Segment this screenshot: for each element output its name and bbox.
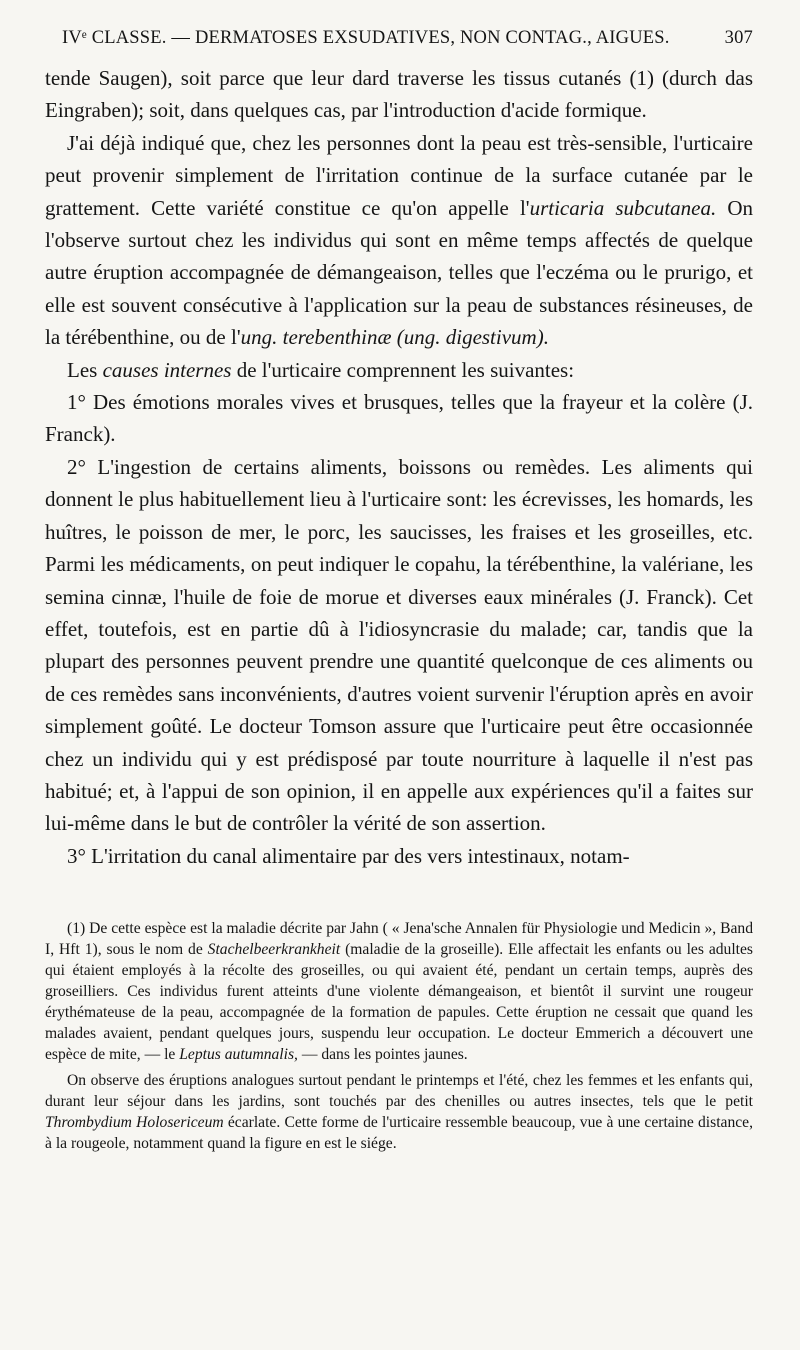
footnotes — [45, 918, 753, 1154]
book-page — [45, 28, 753, 1154]
paragraph-4: 1° Des émotions morales vives et brusques, telles que la frayeur et la colère (J. Franck). — [45, 390, 753, 447]
footnote-1-continued: On observe des éruptions analogues surtout pendant le printemps et l'été, chez les femmes et les enfants qui, durant leur séjour dans les jardins, sont touchés par des chenilles ou autres insectes, tels que le petit Thrombydium Holosericeum écarlate. Cette forme de l'urticaire ressemble beaucoup, vue à une certaine distance, à la rougeole, notamment quand la figure en est le siége. — [45, 1072, 753, 1153]
running-head — [45, 28, 753, 62]
main-text — [45, 62, 753, 872]
paragraph-1: tende Saugen), soit parce que leur dard traverse les tissus cutanés (1) (durch das Eingraben); soit, dans quelques cas, par l'introduction d'acide formique. — [45, 66, 753, 123]
paragraph-5: 2° L'ingestion de certains aliments, boissons ou remèdes. Les aliments qui donnent le plus habituellement lieu à l'urticaire sont: les écrevisses, les homards, les huîtres, le poisson de mer, le porc, les saucisses, les fraises et les groseilles, etc. Parmi les médicaments, on peut indiquer le copahu, la térébenthine, la valériane, les semina cinnæ, l'huile de foie de morue et diverses eaux minérales (J. Franck). Cet effet, toutefois, est en partie dû à l'idiosyncrasie du malade; car, tandis que la plupart des personnes peuvent prendre une quantité quelconque de ces aliments ou de ces remèdes sans inconvénients, d'autres voient survenir l'éruption après en avoir simplement goûté. Le docteur Tomson assure que l'urticaire peut être occasionnée chez un individu qui y est prédisposé par toute nourriture à laquelle il n'est pas habitué; et, à l'appui de son opinion, il en appelle aux expériences qu'il a faites sur lui-même dans le but de contrôler la vérité de son assertion. — [45, 454, 753, 836]
paragraph-2: J'ai déjà indiqué que, chez les personnes dont la peau est très-sensible, l'urticaire peut provenir simplement de l'irritation continue de la surface cutanée par le grattement. Cette variété constitue ce qu'on appelle l'urticaria subcutanea. On l'observe surtout chez les individus qui sont en même temps affectés de quelque autre éruption accompagnée de démangeaison, telles que l'eczéma ou le prurigo, et elle est souvent consécutive à l'application sur la peau de substances résineuses, de la térébenthine, ou de l'ung. terebenthinæ (ung. digestivum). — [45, 130, 753, 350]
page-number: 307 — [724, 28, 753, 48]
paragraph-3: Les causes internes de l'urticaire comprennent les suivantes: — [67, 357, 575, 382]
footnote-1: (1) De cette espèce est la maladie décrite par Jahn ( « Jena'sche Annalen für Physiologie und Medicin », Band I, Hft 1), sous le nom de Stachelbeerkrankheit (maladie de la groseille). Elle affectait les enfants ou les adultes qui étaient employés à la récolte des groseilles, ou qui avaient été, pendant un certain temps, auprès des groseilliers. Ces individus furent atteints d'une violente démangeaison, et bientôt il survint une rougeur érythémateuse de la peau, accompagnée de la formation de papules. Cette éruption ne cessait que quand les malades avaient, pendant quelques jours, suspendu leur occupation. Le docteur Emmerich a découvert une espèce de mite, — le Leptus autumnalis, — dans les pointes jaunes. — [45, 920, 753, 1064]
running-title: IVᵉ CLASSE. — DERMATOSES EXSUDATIVES, NON CONTAG., AIGUES. — [62, 28, 670, 48]
paragraph-6: 3° L'irritation du canal alimentaire par des vers intestinaux, notam- — [67, 843, 630, 868]
